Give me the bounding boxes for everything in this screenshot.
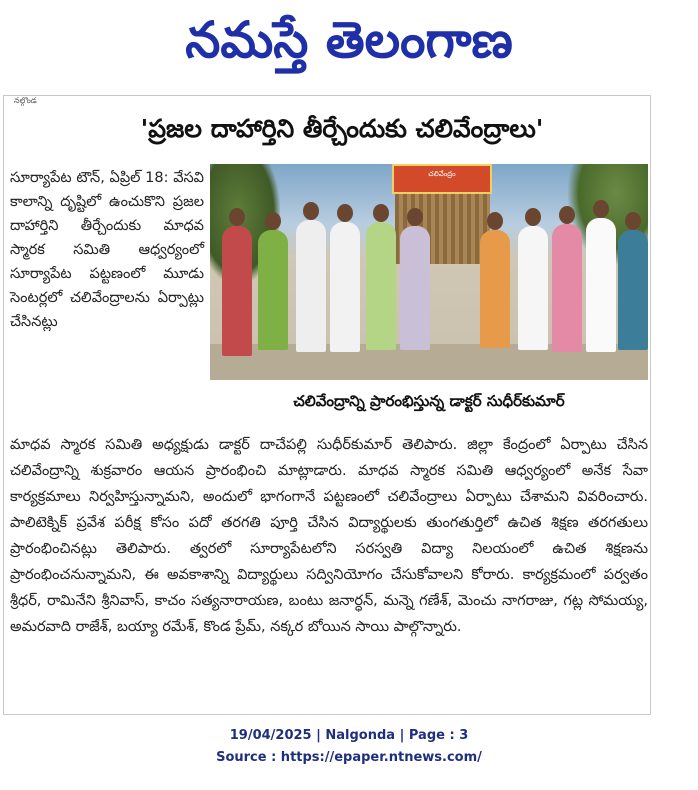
footer-date-line: 19/04/2025 | Nalgonda | Page : 3 xyxy=(229,728,469,743)
person-figure xyxy=(296,220,326,352)
person-head xyxy=(337,204,353,222)
person-head xyxy=(559,206,575,224)
lead-paragraph: సూర్యాపేట టౌన్, ఏప్రిల్ 18: వేసవి కాలాన్ని దృష్టిలో ఉంచుకొని ప్రజల దాహార్తిని తీర్చేందుకు మాధవ స్మారక సమితి ఆధ్వర్యంలో సూర్యాపేట పట్టణంలో మూడు సెంటర్లలో చలివేంద్రాలను ఏర్పాట్లు చేసినట్లు xyxy=(10,170,204,330)
photo-caption: చలివేంద్రాన్ని ప్రారంభిస్తున్న డాక్టర్ సుధీర్‌కుమార్ xyxy=(293,392,565,410)
person-head xyxy=(229,208,245,226)
person-figure xyxy=(518,226,548,350)
person-head xyxy=(407,208,423,226)
person-head xyxy=(373,204,389,222)
person-head xyxy=(593,200,609,218)
person-figure xyxy=(258,230,288,350)
person-figure xyxy=(552,224,582,352)
lead-column xyxy=(10,166,204,426)
person-figure xyxy=(330,222,360,352)
article-body: మాధవ స్మారక సమితి అధ్యక్షుడు డాక్టర్ దాచేపల్లి సుధీర్‌కుమార్ తెలిపారు. జిల్లా కేంద్రంలో ఏర్పాటు చేసిన చలివేంద్రాన్ని శుక్రవారం ఆయన ప్రారంభించి మాట్లాడారు. మాధవ స్మారక సమితి ఆధ్వర్యంలో అనేక సేవా కార్యక్రమాలు నిర్వహిస్తున్నామని, అందులో భాగంగానే పట్టణంలో చలివేంద్రాలు ఏర్పాటు చేశామని వివరించారు. పాలిటెక్నిక్ ప్రవేశ పరీక్ష కోసం పదో తరగతి పూర్తి చేసిన విద్యార్థులకు తుంగతుర్తిలో ఉచిత శిక్షణ తరగతులు ప్రారంభించినట్లు తెలిపారు. త్వరలో సూర్యాపేటలోని సరస్వతి విద్యా నిలయంలో ఉచిత శిక్షణను ప్రారంభించనున్నామని, ఈ అవకాశాన్ని విద్యార్థులు సద్వినియోగం చేసుకోవాలని కోరారు. కార్యక్రమంలో పర్వతం శ్రీధర్, రామినేని శ్రీనివాస్, కాచం సత్యనారాయణ, బంటు జనార్ధన్, మన్నె గణేశ్, మెంచు నాగరాజు, గట్ల సోమయ్య, అమరవాది రాజేశ్, బయ్యా రమేశ్, కొండ ప్రేమ్, నక్కర బోయిన సాయి పాల్గొన్నారు. xyxy=(10,437,648,635)
stall-banner xyxy=(392,164,492,194)
scrap-text: నల్గొండ xyxy=(14,96,37,105)
news-clipping xyxy=(3,95,651,715)
person-figure xyxy=(366,222,396,350)
person-figure xyxy=(222,226,252,356)
person-head xyxy=(525,208,541,226)
masthead-title: నమస్తే తెలంగాణ xyxy=(185,10,513,69)
person-figure xyxy=(400,226,430,350)
person-figure xyxy=(586,218,616,352)
stall-banner-text: చలివేంద్రం xyxy=(428,170,456,178)
person-figure xyxy=(618,230,648,350)
article-photo xyxy=(210,164,648,380)
person-head xyxy=(265,212,281,230)
person-head xyxy=(625,212,641,230)
person-head xyxy=(487,212,503,230)
person-head xyxy=(303,202,319,220)
article-headline: 'ప్రజల దాహార్తిని తీర్చేందుకు చలివేంద్రాలు' xyxy=(140,114,544,143)
person-figure xyxy=(480,230,510,348)
footer-source-line: Source : https://epaper.ntnews.com/ xyxy=(216,750,482,765)
